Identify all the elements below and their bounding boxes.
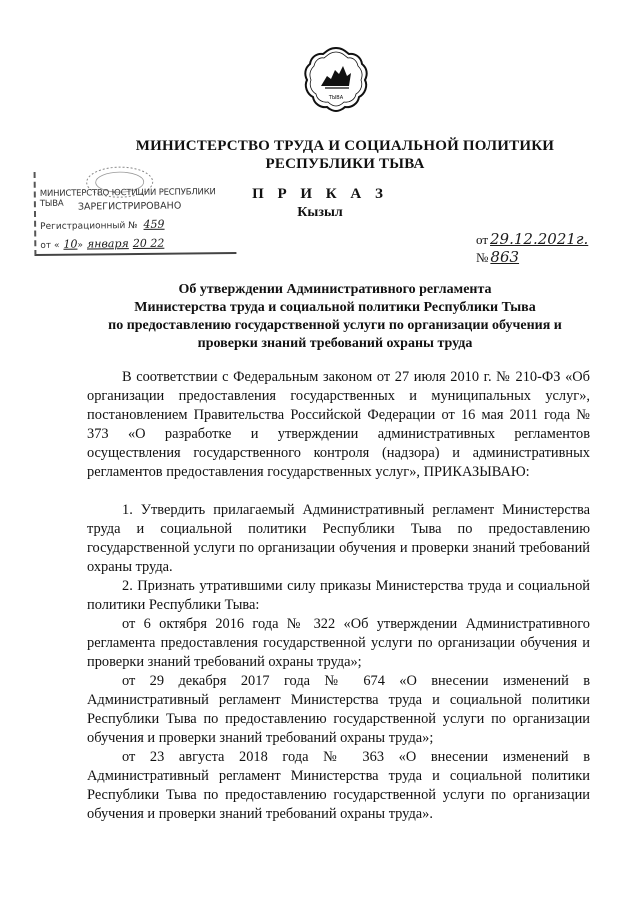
ministry-name-line1: МИНИСТЕРСТВО ТРУДА И СОЦИАЛЬНОЙ ПОЛИТИКИ (135, 138, 555, 154)
document-body (87, 368, 590, 824)
registration-stamp (34, 170, 237, 256)
order-date (476, 230, 588, 248)
stamp-date-day: 10 (63, 237, 78, 251)
stamp-line-ministry: МИНИСТЕРСТВО ЮСТИЦИИ РЕСПУБЛИКИ ТЫВА (39, 187, 216, 209)
stamp-line-registered: ЗАРЕГИСТРИРОВАНО (77, 200, 182, 213)
order-item-2: 2. Признать утратившими силу приказы Министерства труда и социальной политики Республики Тыва: (87, 578, 590, 613)
order-item-2-subitem-b: от 29 декабря 2017 года № 674 «О внесении изменений в Административный регламент Министерства труда и социальной политики Республики Тыва по предоставлению государственной услуги по организации обучения и проверки знаний требований охраны труда»; (87, 673, 590, 746)
stamp-regnum-label: Регистрационный № (40, 220, 138, 232)
document-type: П Р И К А З (252, 186, 388, 202)
order-item-1: 1. Утвердить прилагаемый Административный регламент Министерства труда и социальной политики Республики Тыва по предоставлению государственной услуги по организации обучения и проверки знаний требований охраны труда. (87, 502, 590, 575)
title-line1: Об утверждении Административного регламента (178, 282, 492, 297)
order-number-prefix: № (476, 250, 489, 265)
ministry-name-line2: РЕСПУБЛИКИ ТЫВА (265, 156, 425, 172)
document-title (80, 281, 590, 353)
emblem-caption: ТЫВА (328, 95, 344, 101)
order-date-value: 29.12.2021г. (490, 230, 589, 248)
tuva-emblem-icon (303, 46, 369, 112)
stamp-date-month: января (86, 237, 129, 251)
stamp-line-regnum (40, 218, 165, 232)
order-date-prefix: от (476, 232, 489, 247)
stamp-date-prefix: от « (40, 240, 60, 251)
title-line4: проверки знаний требований охраны труда (197, 336, 473, 351)
title-line3: по предоставлению государственной услуги по организации обучения и (108, 318, 562, 333)
stamp-date-year: 20 22 (132, 236, 165, 251)
order-number-value: 863 (490, 248, 520, 266)
order-item-2-subitem-c: от 23 августа 2018 года № 363 «О внесении изменений в Административный регламент Министерства труда и социальной политики Республики Тыва по предоставлению государственной услуги по организации обучения и проверки знаний требований охраны труда». (87, 749, 590, 822)
preamble-paragraph: В соответствии с Федеральным законом от 27 июля 2010 г. № 210-ФЗ «Об организации предоставления государственных и муниципальных услуг», постановлением Правительства Российской Федерации от 16 мая 2011 года № 373 «О разработке и утверждении административных регламентов осуществления государственного контроля (надзора) и административных регламентов предоставления государственных услуг», ПРИКАЗЫВАЮ: (87, 369, 590, 480)
title-line2: Министерства труда и социальной политики Республики Тыва (134, 300, 536, 315)
order-item-2-subitem-a: от 6 октября 2016 года № 322 «Об утверждении Административного регламента предоставления государственной услуги по организации обучения и проверки знаний требований охраны труда»; (87, 616, 590, 670)
stamp-regnum-value: 459 (143, 217, 165, 231)
order-number (476, 248, 519, 266)
stamp-line-date (40, 237, 164, 251)
stamp-date-quote: » (77, 240, 84, 251)
document-city: Кызыл (297, 205, 343, 220)
